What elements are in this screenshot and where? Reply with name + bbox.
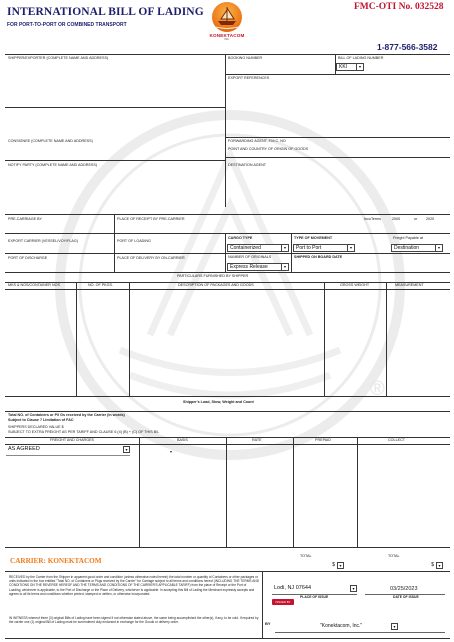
total-collect-select[interactable] xyxy=(385,562,443,570)
export-refs-label: EXPORT REFERENCES xyxy=(228,76,270,80)
num-originals-label: NUMBER OF ORIGINALS xyxy=(228,255,272,259)
document-subtitle: FOR PORT-TO-PORT OR COMBINED TRANSPORT xyxy=(7,22,127,28)
declared-value-label: SHIPPERS DECLARED VALUE $ xyxy=(8,425,64,429)
logo-inc: INC. xyxy=(224,38,230,41)
prepaid-header: PREPAID xyxy=(315,438,331,442)
freight-charge-select[interactable] xyxy=(6,446,130,454)
subject-clause7: Subject to Clause 7 Limitation of FAC xyxy=(8,418,74,422)
col-weight: GROSS WEIGHT xyxy=(340,283,370,287)
total-prepaid-label: TOTAL xyxy=(300,554,312,558)
place-issue-label: PLACE OF ISSUE xyxy=(300,595,329,599)
total-prepaid-select[interactable] xyxy=(292,562,344,570)
destination-agent-label: DESTINATION AGENT xyxy=(228,163,267,167)
phone-number: 1-877-566-3582 xyxy=(377,42,438,52)
date-issue-label: DATE OF ISSUE xyxy=(393,595,419,599)
chevron-down-icon: ▼ xyxy=(356,64,363,71)
signed-by-value: "Konektacom, Inc." xyxy=(320,623,363,629)
chevron-down-icon: ▼ xyxy=(437,564,442,568)
particulars-heading: PARTICULARS FURNISHED BY SHIPPER xyxy=(177,274,249,278)
total-collect-label: TOTAL xyxy=(388,554,400,558)
chevron-down-icon: ▼ xyxy=(392,625,397,629)
col-marks: MKS & NOS/CONTAINER NOS xyxy=(8,283,60,287)
ship-logo-icon xyxy=(212,2,242,32)
precarriage-label: PRE-CARRIAGE BY xyxy=(8,217,43,221)
freight-payable-label: Freight Payable at xyxy=(393,236,423,240)
extra-freight-note: SUBJECT TO EXTRA FREIGHT AS PER TARIFF AND CLAUSE 6 (4) (B) + (C) OF THIS B/L xyxy=(8,430,160,434)
incoterms-label: IncoTerms xyxy=(364,217,382,221)
chevron-down-icon: ▼ xyxy=(281,264,288,271)
col-pkgs: NO. OF PKGS. xyxy=(88,283,113,287)
place-receipt-label: PLACE OF RECEIPT BY PRE-CARRIER xyxy=(117,217,185,221)
notify-party-label: NOTIFY PARTY (COMPLETE NAME AND ADDRESS) xyxy=(8,163,98,167)
freight-payable-select[interactable] xyxy=(391,244,443,252)
date-issue-value: 03/25/2023 xyxy=(390,586,418,592)
chevron-down-icon: ▼ xyxy=(338,564,343,568)
bl-number-label: BILL OF LADING NUMBER xyxy=(338,56,384,60)
cargo-type-value: Containerized xyxy=(230,245,261,251)
cargo-type-label: CARGO TYPE xyxy=(228,236,253,240)
total-collect-value: $ xyxy=(431,562,434,568)
company-logo xyxy=(207,2,247,52)
export-carrier-label: EXPORT CARRIER (VESSEL/VOY/FLAG) xyxy=(8,239,78,243)
freight-charges-header: FREIGHT AND CHARGES xyxy=(50,438,94,442)
total-containers-label: Total NO. of Containers or P/I Gs received by the Carrier (in words) xyxy=(8,413,125,417)
chevron-down-icon: ▼ xyxy=(347,245,354,252)
col-description: DESCRIPTION OF PACKAGES AND GOODS xyxy=(178,283,254,287)
witness-terms-text: IN WITNESS whereof three (3) original Bills of Lading have been signed if not otherwise stated above, the same being accomplished the other(s), if any, to be void. If required by the carrier one (1) original Bill of Lading must be surrendered duly endorsed in exchange for the Goods or delivery order. xyxy=(9,616,259,625)
freight-payable-value: Destination xyxy=(394,245,420,251)
issued-tag: ISSUED BY xyxy=(272,599,294,605)
incoterms-year-2000: 2000 xyxy=(392,217,401,221)
freight-charge-value: AS AGREED xyxy=(8,446,40,452)
movement-select[interactable] xyxy=(293,244,355,252)
point-origin-label: POINT AND COUNTRY OF ORIGIN OF GOODS xyxy=(228,147,309,151)
booking-label: BOOKING NUMBER xyxy=(228,56,263,60)
shipper-label: SHIPPER/EXPORTER (COMPLETE NAME AND ADDRESS) xyxy=(8,56,109,60)
bl-number-value: KKI xyxy=(339,64,348,70)
collect-header: COLLECT xyxy=(388,438,406,442)
place-issue-value: Lodi, NJ 07644 xyxy=(274,585,311,591)
signed-by-select[interactable] xyxy=(318,623,398,631)
svg-text:®: ® xyxy=(370,378,385,400)
consignee-label: CONSIGNEE (COMPLETE NAME AND ADDRESS) xyxy=(8,139,93,143)
forwarding-agent-label: FORWARDING AGENT, F.M.C. NO xyxy=(228,139,286,143)
cargo-type-select[interactable] xyxy=(227,244,289,252)
movement-value: Port to Port xyxy=(296,245,322,251)
place-issue-select[interactable] xyxy=(272,585,357,593)
basis-dropdown[interactable]: ▾ xyxy=(170,449,173,454)
col-measurement: MEASUREMENT xyxy=(395,283,424,287)
carrier-name: CARRIER: KONEKTACOM xyxy=(10,557,102,565)
document-title: INTERNATIONAL BILL OF LADING xyxy=(7,6,204,18)
chevron-down-icon: ▼ xyxy=(124,448,129,452)
fmc-number: FMC-OTI No. 032528 xyxy=(354,2,444,12)
originals-value: Express Release xyxy=(230,264,268,270)
shipped-board-label: SHIPPED ON BOARD DATE xyxy=(294,255,343,259)
by-label: BY xyxy=(265,621,271,626)
total-prepaid-value: $ xyxy=(332,562,335,568)
incoterms-or: or xyxy=(414,217,418,221)
place-delivery-label: PLACE OF DELIVERY BY ON-CARRIER xyxy=(117,256,185,260)
shippers-load-note: Shipper's Load, Stow, Weight and Count xyxy=(183,400,254,404)
logo-name: KONEKTACOM xyxy=(209,33,245,38)
bl-number-select[interactable] xyxy=(336,63,364,71)
chevron-down-icon: ▼ xyxy=(435,245,442,252)
chevron-down-icon: ▼ xyxy=(281,245,288,252)
rate-header: RATE xyxy=(252,438,262,442)
port-loading-label: PORT OF LOADING xyxy=(117,239,151,243)
received-terms-text: RECEIVED by the Carrier from the Shipper in apparent good order and condition (unless otherwise noted herein) the total number or quantity of Containers or other packages or units indicated in the box entitled "Total NO. of Containers or Pkgs received by the Carrier" for Carriage subject to all terms and conditions hereof (INCLUDING THE TERMS AND CONDITIONS ON THE REVERSE HEREOF AND THE TERMS AND CONDITIONS OF THE CARRIER'S APPLICABLE TARIFF) from the place of Receipt or the Port of Loading, whichever is applicable, to the Port of Discharge or the Place of Delivery, whichever is applicable. In accepting this Bill of Lading the Merchant expressly accepts and agrees to all its terms and conditions whether printed, stamped or written, or otherwise incorporated. xyxy=(9,575,259,596)
type-movement-label: TYPE OF MOVEMENT xyxy=(294,236,333,240)
port-discharge-label: PORT OF DISCHARGE xyxy=(8,256,48,260)
originals-select[interactable] xyxy=(227,263,289,271)
incoterms-year-2020: 2020 xyxy=(426,217,435,221)
chevron-down-icon: ▼ xyxy=(351,587,356,591)
basis-header: BASIS xyxy=(177,438,188,442)
